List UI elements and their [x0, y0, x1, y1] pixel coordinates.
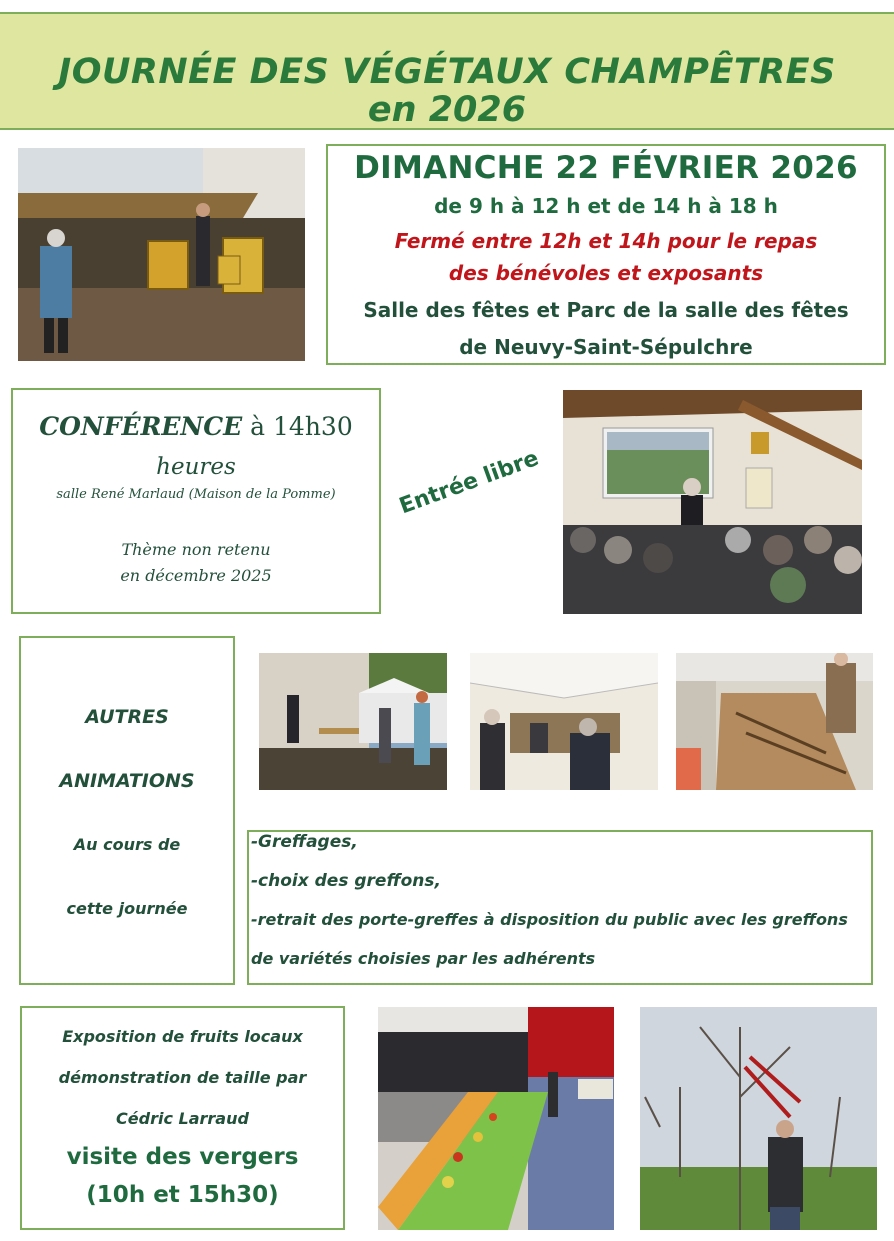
venue-line1: Salle des fêtes et Parc de la salle des fêtes [363, 298, 849, 322]
event-date: DIMANCHE 22 FÉVRIER 2026 [354, 150, 858, 186]
activities-heading2: ANIMATIONS [59, 770, 195, 792]
conference-box [11, 388, 381, 614]
list-item: -retrait des porte-greffes à disposition du public avec les greffons [251, 910, 848, 929]
conference-theme-line1: Thème non retenu [121, 540, 271, 559]
photo-grafting-table [676, 653, 873, 790]
exposition-line4: visite des vergers [66, 1144, 299, 1170]
event-info-box [326, 144, 886, 365]
exposition-line2: démonstration de taille par [58, 1068, 307, 1087]
exposition-box [20, 1006, 345, 1230]
list-item: -choix des greffons, [251, 871, 441, 891]
photo-outdoor-stand [18, 148, 305, 361]
page-title: JOURNÉE DES VÉGÉTAUX CHAMPÊTRES [58, 52, 836, 92]
conference-title-word: CONFÉRENCE [39, 412, 243, 441]
exposition-line5: (10h et 15h30) [86, 1182, 279, 1208]
photo-orchard-pruning [640, 1007, 877, 1230]
photo-fruit-exhibition [378, 1007, 614, 1230]
list-item: -Greffages, [251, 832, 358, 852]
conference-room: salle René Marlaud (Maison de la Pomme) [56, 487, 336, 502]
exposition-line3: Cédric Larraud [116, 1109, 249, 1128]
closed-notice-line1: Fermé entre 12h et 14h pour le repas [394, 229, 818, 253]
conference-theme-line2: en décembre 2025 [120, 566, 272, 585]
photo-outdoor-tables [259, 653, 447, 790]
list-item: de variétés choisies par les adhérents [251, 949, 596, 968]
conference-title [13, 412, 379, 441]
exposition-line1: Exposition de fruits locaux [62, 1027, 303, 1046]
header-banner [0, 12, 894, 130]
conference-title-line2: heures [156, 454, 236, 480]
activities-heading1: AUTRES [85, 706, 169, 728]
activities-list-box [247, 830, 873, 985]
page-subtitle: en 2026 [367, 90, 527, 130]
venue-line2: de Neuvy-Saint-Sépulchre [459, 335, 753, 359]
event-hours: de 9 h à 12 h et de 14 h à 18 h [434, 194, 778, 218]
photo-tent-interior [470, 653, 658, 790]
activities-sub1: Au cours de [73, 835, 181, 854]
free-entry-label: Entrée libre [396, 445, 543, 520]
photo-conference [563, 390, 862, 614]
conference-time: à 14h30 [242, 412, 353, 441]
closed-notice-line2: des bénévoles et exposants [448, 261, 764, 285]
other-activities-box [19, 636, 235, 985]
activities-sub2: cette journée [66, 899, 188, 918]
